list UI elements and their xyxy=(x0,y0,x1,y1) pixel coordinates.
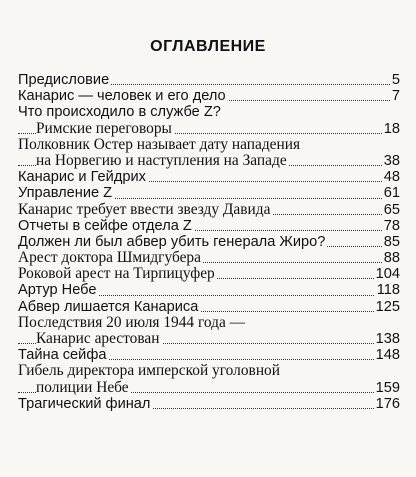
toc-entry-page-number: 18 xyxy=(383,120,400,137)
page-title: ОГЛАВЛЕНИЕ xyxy=(150,38,266,55)
toc-entry xyxy=(18,331,400,347)
toc-entry-title: Последствия 20 июля 1944 года — xyxy=(18,313,246,331)
toc-entry-title: Должен ли был абвер убить генерала Жиро? xyxy=(18,233,326,250)
toc-entry xyxy=(18,234,400,250)
toc-entry-title: Артур Небе xyxy=(18,282,97,299)
toc-entry-page-number: 48 xyxy=(383,169,400,186)
toc-entry-title: Управление Z xyxy=(18,185,113,202)
toc-entry xyxy=(18,396,400,412)
toc-entry-title: Римские переговоры xyxy=(36,119,172,137)
toc-entry xyxy=(18,202,400,218)
toc-entry-title: Канарис — человек и его дело xyxy=(18,88,226,105)
toc-entry-page-number: 118 xyxy=(376,282,400,299)
toc-entry xyxy=(18,137,400,153)
toc-entry-page-number: 61 xyxy=(383,185,400,202)
toc-entry-title: Арест доктора Шмидгубера xyxy=(18,249,201,267)
toc-entry xyxy=(18,104,400,120)
toc-entry-page-number: 65 xyxy=(383,201,400,218)
toc-entry-page-number: 176 xyxy=(375,395,400,412)
toc-entry-title: Полковник Остер называет дату нападения xyxy=(18,135,301,153)
table-of-contents xyxy=(18,72,400,412)
toc-entry-page-number: 125 xyxy=(375,298,400,315)
toc-entry xyxy=(18,218,400,234)
toc-entry-title: Роковой арест на Тирпицуфер xyxy=(18,265,215,283)
toc-entry-page-number: 85 xyxy=(383,233,400,250)
toc-entry xyxy=(18,169,400,185)
toc-entry-title: Предисловие xyxy=(18,72,110,88)
toc-entry xyxy=(18,88,400,104)
toc-entry-title: Канарис арестован xyxy=(36,330,160,347)
toc-entry xyxy=(18,315,400,331)
toc-entry xyxy=(18,185,400,201)
toc-entry xyxy=(18,363,400,379)
toc-entry-page-number: 148 xyxy=(375,347,400,364)
toc-entry xyxy=(18,282,400,298)
toc-entry xyxy=(18,250,400,266)
toc-entry-title: Трагический финал xyxy=(18,395,151,412)
toc-entry xyxy=(18,72,400,88)
toc-entry xyxy=(18,153,400,169)
toc-entry xyxy=(18,380,400,396)
toc-entry-title: Гибель директора имперской уголовной xyxy=(18,362,280,380)
toc-entry-page-number: 88 xyxy=(383,250,400,267)
toc-entry-page-number: 138 xyxy=(375,331,400,347)
toc-entry-title: Канарис и Гейдрих xyxy=(18,169,146,186)
toc-entry-page-number: 159 xyxy=(375,379,400,396)
toc-entry-page-number: 104 xyxy=(375,266,400,283)
toc-entry xyxy=(18,121,400,137)
toc-entry xyxy=(18,347,400,363)
toc-entry-title: Абвер лишается Канариса xyxy=(18,298,199,315)
toc-entry xyxy=(18,299,400,315)
toc-entry-page-number: 7 xyxy=(391,88,400,105)
toc-entry xyxy=(18,266,400,282)
toc-entry-page-number: 38 xyxy=(383,152,400,169)
toc-entry-title: Тайна сейфа xyxy=(18,347,107,364)
toc-entry-title: полиции Небе xyxy=(36,378,129,396)
toc-entry-title: на Норвегию и наступления на Западе xyxy=(36,151,287,169)
toc-entry-page-number: 5 xyxy=(391,72,400,88)
toc-entry-title: Что происходило в службе Z? xyxy=(18,104,221,121)
toc-entry-title: Канарис требует ввести звезду Давида xyxy=(18,200,271,218)
toc-entry-page-number: 78 xyxy=(383,217,400,234)
toc-entry-title: Отчеты в сейфе отдела Z xyxy=(18,217,192,234)
